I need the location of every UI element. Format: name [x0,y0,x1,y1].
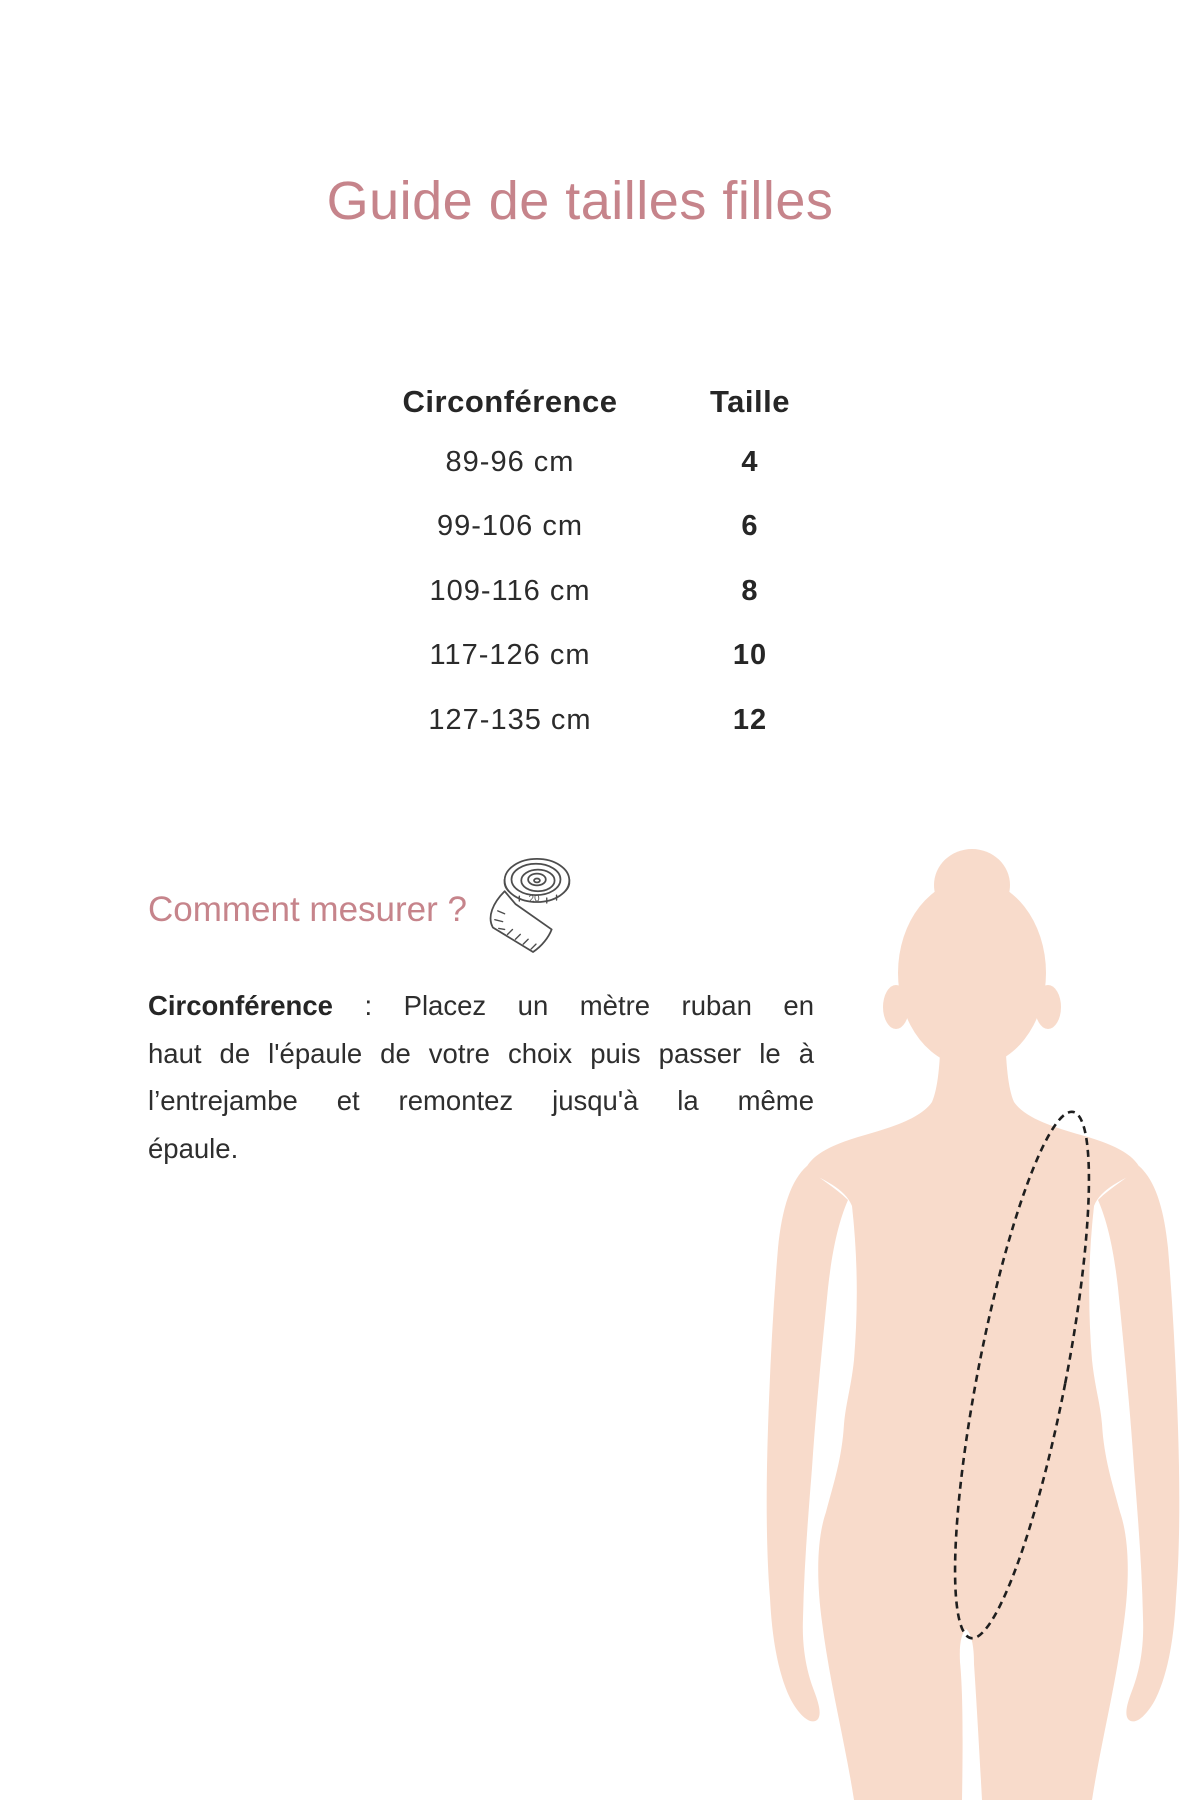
paragraph-text: : Placez un mètre ruban en [332,990,814,1021]
circumference-value: 89-96 cm [445,445,575,478]
size-table-header-row [340,374,820,430]
size-value: 8 [741,574,759,607]
paragraph-line [148,982,814,1030]
size-value: 10 [732,639,768,672]
table-row [340,624,820,689]
size-value: 6 [741,510,759,543]
page-title: Guide de tailles filles [326,171,834,231]
table-row [340,559,820,624]
paragraph-line: épaule. [148,1132,239,1164]
measuring-tape-icon [486,850,584,956]
size-value: 4 [741,445,759,478]
tape-number-label: 20 [528,892,541,906]
circumference-value: 99-106 cm [436,510,583,543]
measure-instructions [148,982,814,1172]
paragraph-line: l’entrejambe et remontez jusqu'à la même [148,1085,814,1116]
circumference-value: 117-126 cm [429,639,591,672]
header-size: Taille [710,384,790,419]
measure-term: Circonférence [148,990,333,1021]
table-row [340,688,820,753]
table-row [340,430,820,495]
circumference-value: 109-116 cm [429,574,591,607]
measure-section-heading: Comment mesurer ? [148,890,467,929]
header-circumference: Circonférence [402,384,618,419]
size-value: 12 [732,703,768,736]
torso-and-legs [805,1030,1141,1800]
girl-silhouette-illustration [755,830,1200,1800]
table-row [340,495,820,560]
size-table [340,374,820,753]
paragraph-line: haut de l'épaule de votre choix puis passer le à [148,1037,814,1069]
circumference-value: 127-135 cm [428,703,592,736]
